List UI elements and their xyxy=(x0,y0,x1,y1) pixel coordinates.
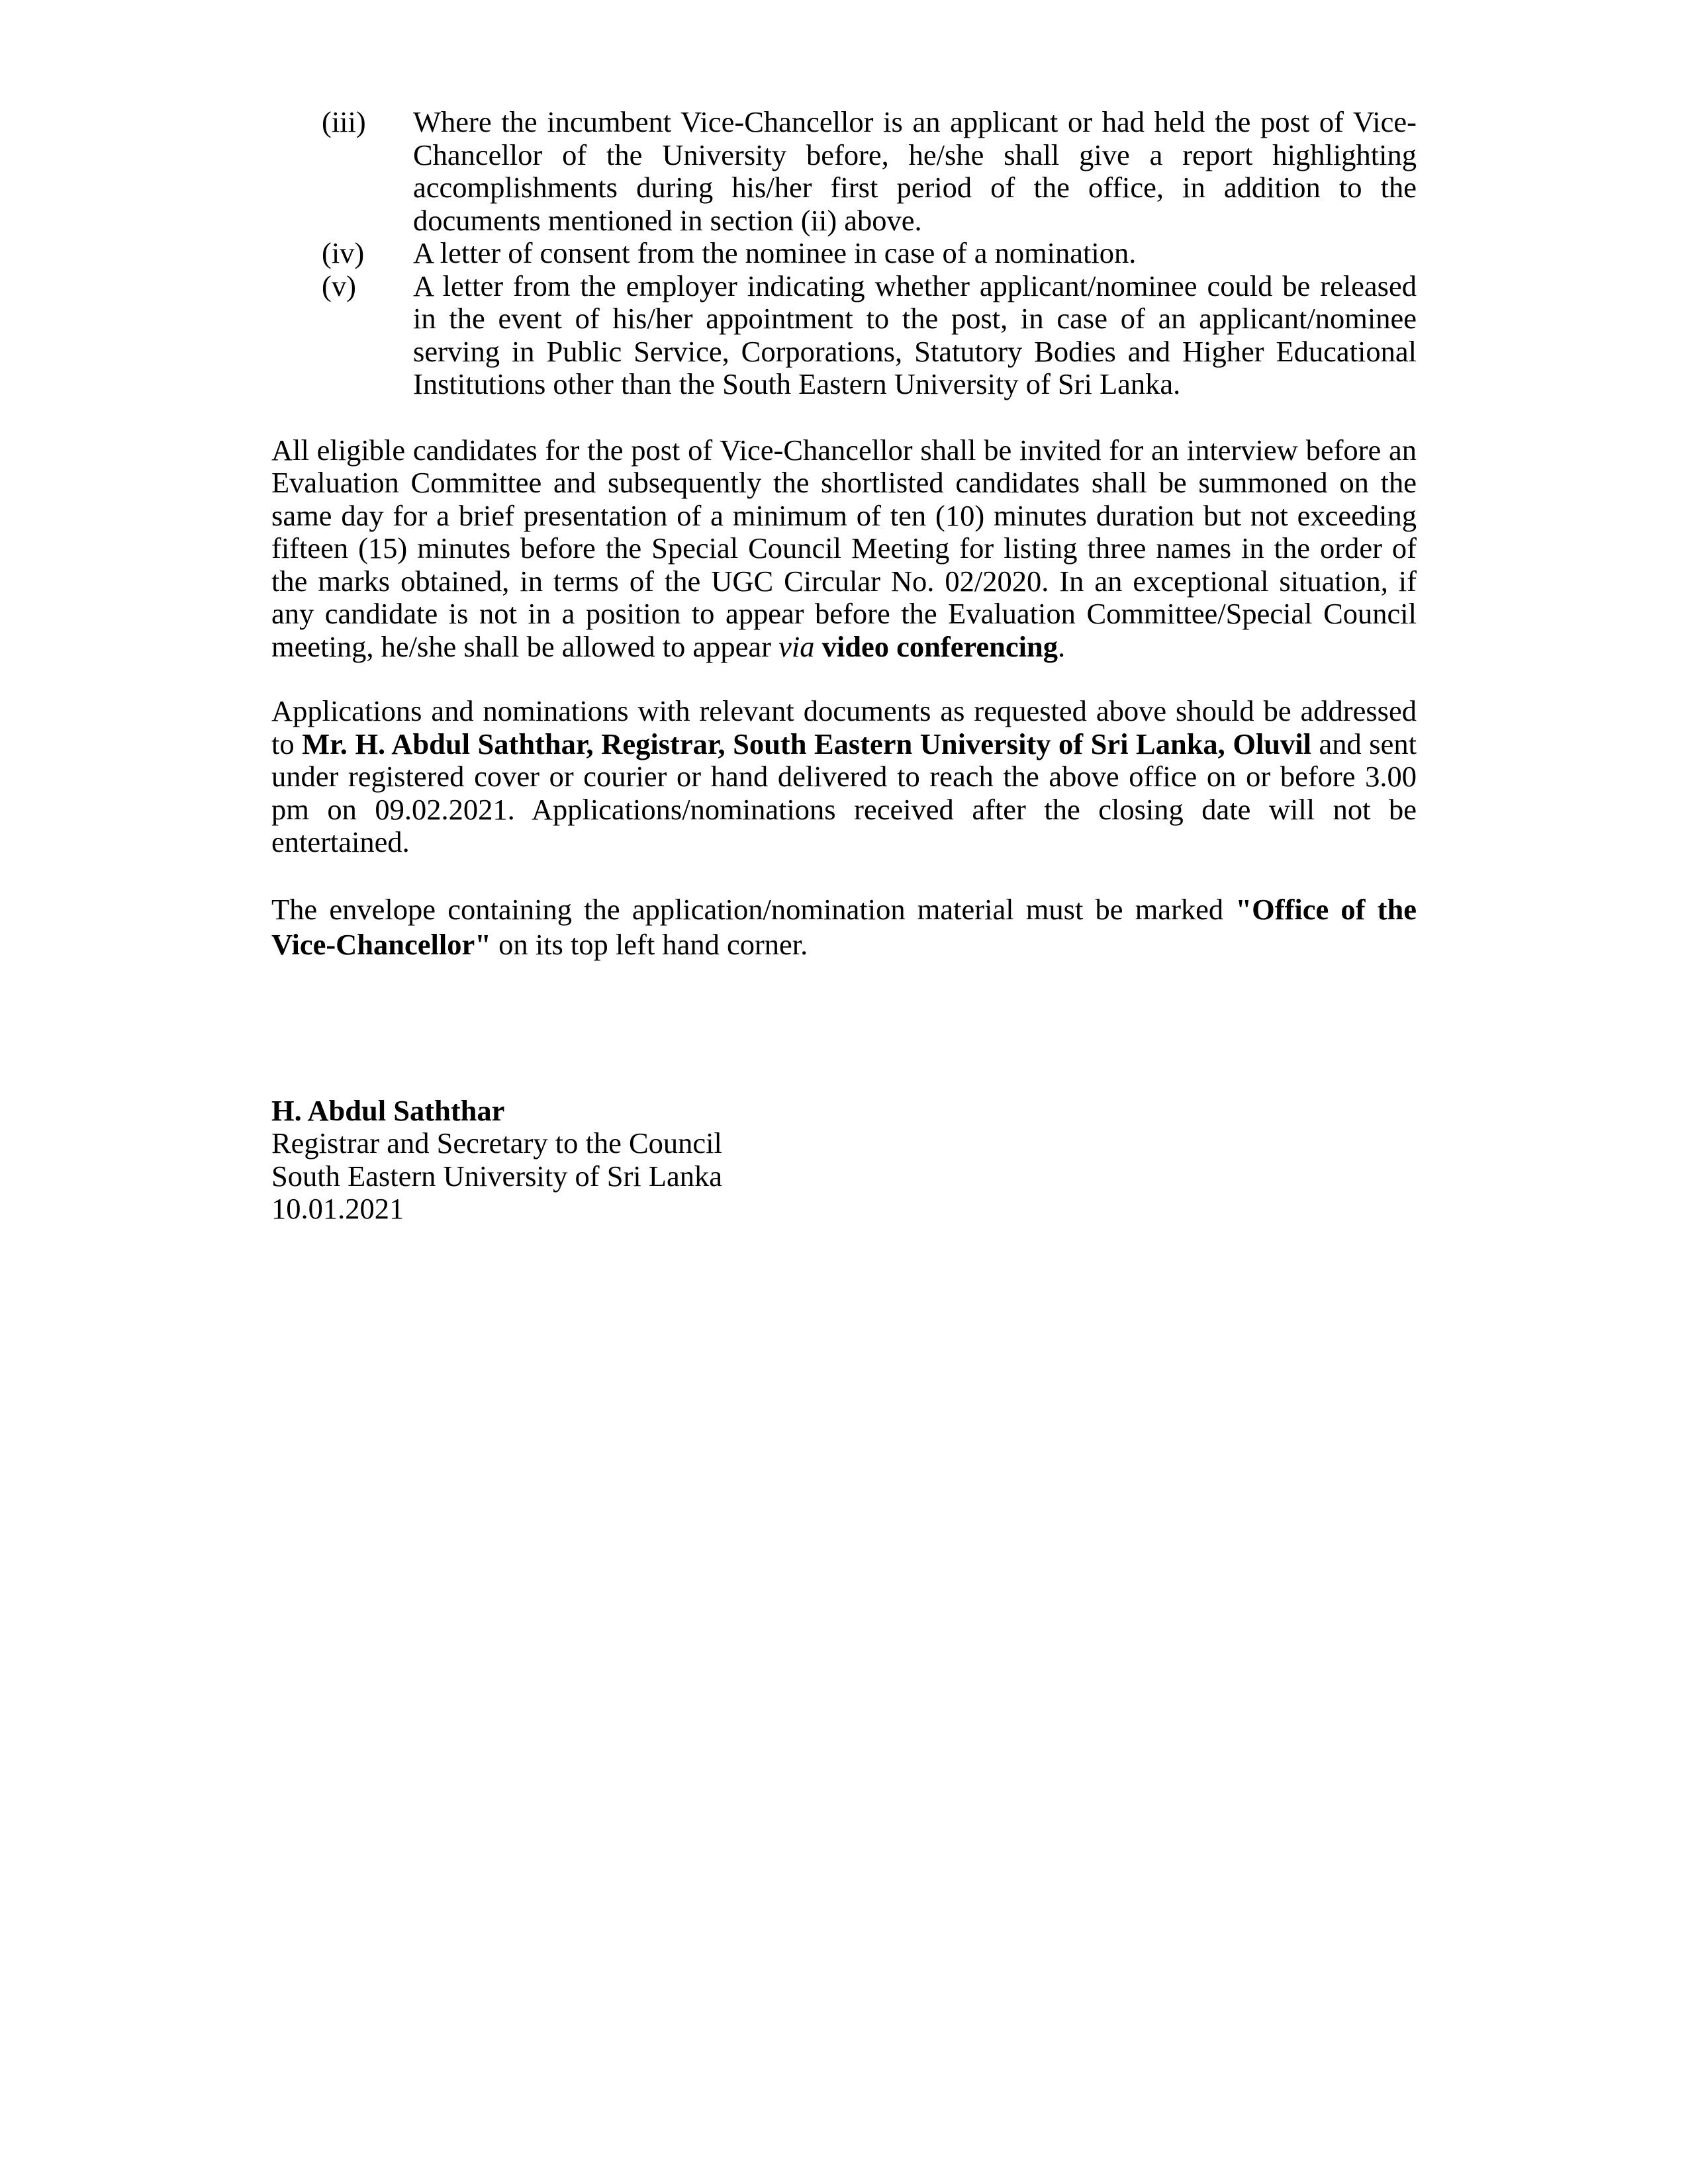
list-item-number: (iii) xyxy=(322,105,366,138)
list-item xyxy=(271,270,1417,401)
list-item-number: (v) xyxy=(322,269,356,302)
list-item-number: (iv) xyxy=(322,236,365,269)
signatory-name: H. Abdul Saththar xyxy=(271,1093,505,1127)
video-conferencing-text: video conferencing xyxy=(821,629,1058,663)
requirements-list xyxy=(271,106,1417,401)
via-text: via xyxy=(778,629,815,663)
list-item-text: Where the incumbent Vice-Chancellor is an applicant or had held the post of Vice-Chancellor of the University before, he/she shall give a report highlighting accomplishments during his/her first period of the office, in addition to the documents mentioned in section (ii) above. xyxy=(413,105,1417,237)
registrar-address: Mr. H. Abdul Saththar, Registrar, South Eastern University of Sri Lanka, Oluvil xyxy=(302,727,1312,760)
applications-paragraph xyxy=(271,695,1417,859)
signatory-organization: South Eastern University of Sri Lanka xyxy=(271,1159,722,1193)
document-date: 10.01.2021 xyxy=(271,1192,404,1225)
interview-paragraph: All eligible candidates for the post of Vice-Chancellor shall be invited for an interview before an Evaluation Committee and subsequently the shortlisted candidates shall be summoned on the same day for a brief presentation of a minimum of ten (10) minutes duration but not exceeding fifteen (15) minutes before the Special Council Meeting for listing three names in the order of the marks obtained, in terms of the UGC Circular No. 02/2020. In an exceptional situation, if any candidate is not in a position to appear before the Evaluation Committee/Special Council meeting, he/she shall be allowed to appear via video conferencing. xyxy=(271,433,1417,663)
envelope-paragraph xyxy=(271,892,1417,962)
list-item xyxy=(271,237,1417,270)
applications-tail: and sent under registered cover or courier or hand delivered to reach the above office on or before 3.00 pm on 09.02.2021. Applications/nominations received after the closing date will not be entertained. xyxy=(271,727,1417,858)
applications-lead: Applications and nominations with relevant documents as requested above should be addressed to xyxy=(271,694,1417,760)
envelope-lead: The envelope containing the application/nomination material must be marked xyxy=(271,892,1236,926)
list-item xyxy=(271,106,1417,237)
list-item-text: A letter from the employer indicating whether applicant/nominee could be released in the event of his/her appointment to the post, in case of an applicant/nominee serving in Public Service, Corporations, Statutory Bodies and Higher Educational Institutions other than the South Eastern University of Sri Lanka. xyxy=(413,269,1417,400)
list-item-text: A letter of consent from the nominee in case of a nomination. xyxy=(413,236,1137,269)
interview-text: All eligible candidates for the post of Vice-Chancellor shall be invited for an interview before an Evaluation Committee and subsequently the shortlisted candidates shall be summoned on the same day for a brief presentation of a minimum of ten (10) minutes duration but not exceeding fifteen (15) minutes before the Special Council Meeting for listing three names in the order of the marks obtained, in terms of the UGC Circular No. 02/2020. In an exceptional situation, if any candidate is not in a position to appear before the Evaluation Committee/Special Council meeting, he/she shall be allowed to appear xyxy=(271,433,1417,663)
signatory-title: Registrar and Secretary to the Council xyxy=(271,1126,722,1160)
signature-block xyxy=(271,1095,1417,1226)
document-page xyxy=(271,106,1417,1226)
envelope-mark: "Office of the Vice-Chancellor" xyxy=(271,892,1417,961)
envelope-tail: on its top left hand corner. xyxy=(491,927,808,961)
